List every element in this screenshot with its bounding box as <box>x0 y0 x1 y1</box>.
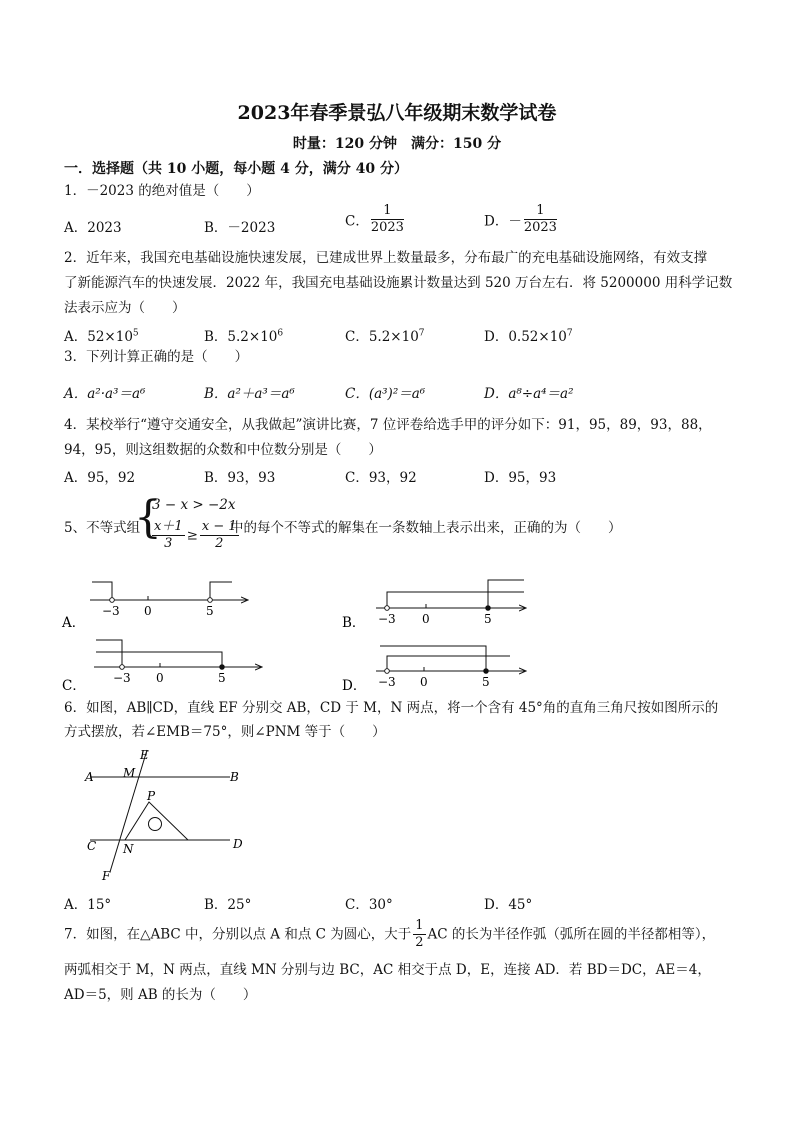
q6-option-b: B．25° <box>204 897 252 913</box>
label-m: M <box>123 766 136 780</box>
q1-option-c <box>345 203 406 236</box>
q4-option-d: D．95，93 <box>484 470 557 486</box>
c-tick-5: 5 <box>218 671 226 685</box>
d-tick-5: 5 <box>482 675 490 689</box>
q5-label-c: C． <box>62 678 86 694</box>
page-title: 2023年春季景弘八年级期末数学试卷 <box>237 102 557 124</box>
q2-line2: 了新能源汽车的快速发展．2022 年，我国充电基础设施累计数量达到 520 万台左右．将 5200000 用科学记数 <box>64 275 733 291</box>
label-b: B <box>230 770 239 784</box>
q5-frac2-den: 2 <box>215 536 224 551</box>
q1-option-d <box>484 203 559 236</box>
q5-inequality-1: 3 − x > −2x <box>152 497 236 513</box>
q1-d-fraction <box>524 203 557 236</box>
b-tick-neg3: −3 <box>378 612 396 626</box>
q4-line1: 4．某校举行“遵守交通安全，从我做起”演讲比赛，7 位评卷给选手甲的评分如下：91，95，89，93，88， <box>64 417 712 433</box>
q2-option-d <box>484 325 573 345</box>
exam-info: 时量：120 分钟 满分：150 分 <box>292 136 502 152</box>
q1-c-den: 2023 <box>370 220 404 235</box>
q3-stem: 3．下列计算正确的是（ ） <box>64 349 249 365</box>
q3-option-a: A．a²·a³＝a⁶ <box>64 386 146 402</box>
q2-a-exp: 5 <box>132 328 139 339</box>
numberline-c <box>94 640 262 685</box>
q6-option-d: D．45° <box>484 897 533 913</box>
section-heading: 一．选择题（共 10 小题，每小题 4 分，满分 40 分） <box>64 161 408 177</box>
q7-line2: 两弧相交于 M，N 两点，直线 MN 分别与边 BC，AC 相交于点 D，E，连接 AD．若 BD＝DC，AE＝4， <box>64 962 711 978</box>
q2-c-text: C．5.2×10 <box>345 329 419 345</box>
label-f: F <box>102 869 111 883</box>
q5-label-a: A． <box>62 615 86 631</box>
numberline-a <box>90 582 248 618</box>
q4-option-a: A．95，92 <box>64 470 136 486</box>
q4-line2: 94，95，则这组数据的众数和中位数分别是（ ） <box>64 442 382 458</box>
q2-option-c <box>345 325 425 345</box>
b-tick-0: 0 <box>422 612 430 626</box>
q2-option-a <box>64 325 139 345</box>
q7-line3: AD＝5，则 AB 的长为（ ） <box>64 987 257 1003</box>
q5-label-b: B． <box>342 615 366 631</box>
q5-number-lines <box>60 570 760 700</box>
label-d: D <box>233 837 243 851</box>
q5-suffix: 中的每个不等式的解集在一条数轴上表示出来，正确的为（ ） <box>230 520 622 536</box>
q5-frac1-den: 3 <box>164 536 173 551</box>
q4-option-b: B．93，93 <box>204 470 276 486</box>
q3-option-c: C．(a³)²＝a⁶ <box>345 386 426 402</box>
label-n: N <box>123 842 134 856</box>
q6-option-a: A．15° <box>64 897 112 913</box>
numberline-b <box>376 580 526 626</box>
q2-d-text: D．0.52×10 <box>484 329 567 345</box>
q2-c-exp: 7 <box>418 328 425 339</box>
q2-d-exp: 7 <box>566 328 573 339</box>
c-tick-0: 0 <box>156 671 164 685</box>
q1-d-label: D．－ <box>484 213 522 230</box>
d-tick-0: 0 <box>420 675 428 689</box>
label-e: E <box>140 748 149 762</box>
q2-b-text: B．5.2×10 <box>204 329 278 345</box>
q6-line1: 6．如图，AB∥CD，直线 EF 分别交 AB，CD 于 M，N 两点，将一个含有 45°角的直角三角尺按如图所示的 <box>64 700 719 716</box>
q1-stem: 1．－2023 的绝对值是（ ） <box>64 183 260 199</box>
q5-frac1-num: x＋1 <box>154 519 183 534</box>
q7-line1 <box>64 918 715 951</box>
label-p: P <box>147 789 156 803</box>
q2-b-exp: 6 <box>277 328 284 339</box>
system-brace: { <box>134 492 162 543</box>
q6-figure <box>80 744 260 884</box>
q7-half-fraction <box>413 918 425 951</box>
a-tick-5: 5 <box>206 604 214 618</box>
q7-half-num: 1 <box>415 918 424 933</box>
b-tick-5: 5 <box>484 612 492 626</box>
label-a: A <box>85 770 94 784</box>
numberline-d <box>376 646 526 689</box>
label-c: C <box>87 839 97 853</box>
a-tick-0: 0 <box>144 604 152 618</box>
q5-label-d: D． <box>342 678 367 694</box>
q1-d-den: 2023 <box>523 220 557 235</box>
q5-geq: ≥ <box>186 527 198 544</box>
q3-option-d: D．a⁸÷a⁴＝a² <box>484 386 574 402</box>
q6-line2: 方式摆放，若∠EMB＝75°，则∠PNM 等于（ ） <box>64 724 386 740</box>
q3-option-b: B．a²＋a³＝a⁶ <box>204 386 295 402</box>
q1-option-a: A．2023 <box>64 220 122 236</box>
q2-line3: 法表示应为（ ） <box>64 300 186 316</box>
q5-inequality-2 <box>150 519 241 552</box>
d-tick-neg3: −3 <box>378 675 396 689</box>
q5-frac2-num: x − 1 <box>201 519 237 534</box>
q7-line1-pre: 7．如图，在△ABC 中，分别以点 A 和点 C 为圆心，大于 <box>64 926 412 943</box>
q6-option-c: C．30° <box>345 897 393 913</box>
q1-d-num: 1 <box>524 203 557 220</box>
q1-c-fraction <box>371 203 404 236</box>
q7-line1-post: AC 的长为半径作弧（弧所在圆的半径都相等）， <box>427 926 716 943</box>
q7-half-den: 2 <box>415 935 424 950</box>
set-square <box>125 802 188 840</box>
c-tick-neg3: −3 <box>113 671 131 685</box>
q5-frac1 <box>152 519 185 552</box>
q5-prefix: 5、不等式组 <box>64 520 141 536</box>
set-square-hole <box>149 818 162 831</box>
a-tick-neg3: −3 <box>102 604 120 618</box>
q1-c-num: 1 <box>371 203 404 220</box>
q2-line1: 2．近年来，我国充电基础设施快速发展，已建成世界上数量最多，分布最广的充电基础设施网络，有效支撑 <box>64 250 708 266</box>
q4-option-c: C．93，92 <box>345 470 417 486</box>
q2-a-text: A．52×10 <box>64 329 133 345</box>
q1-c-label: C． <box>345 213 369 230</box>
q2-option-b <box>204 325 283 345</box>
q1-option-b: B．－2023 <box>204 220 276 236</box>
